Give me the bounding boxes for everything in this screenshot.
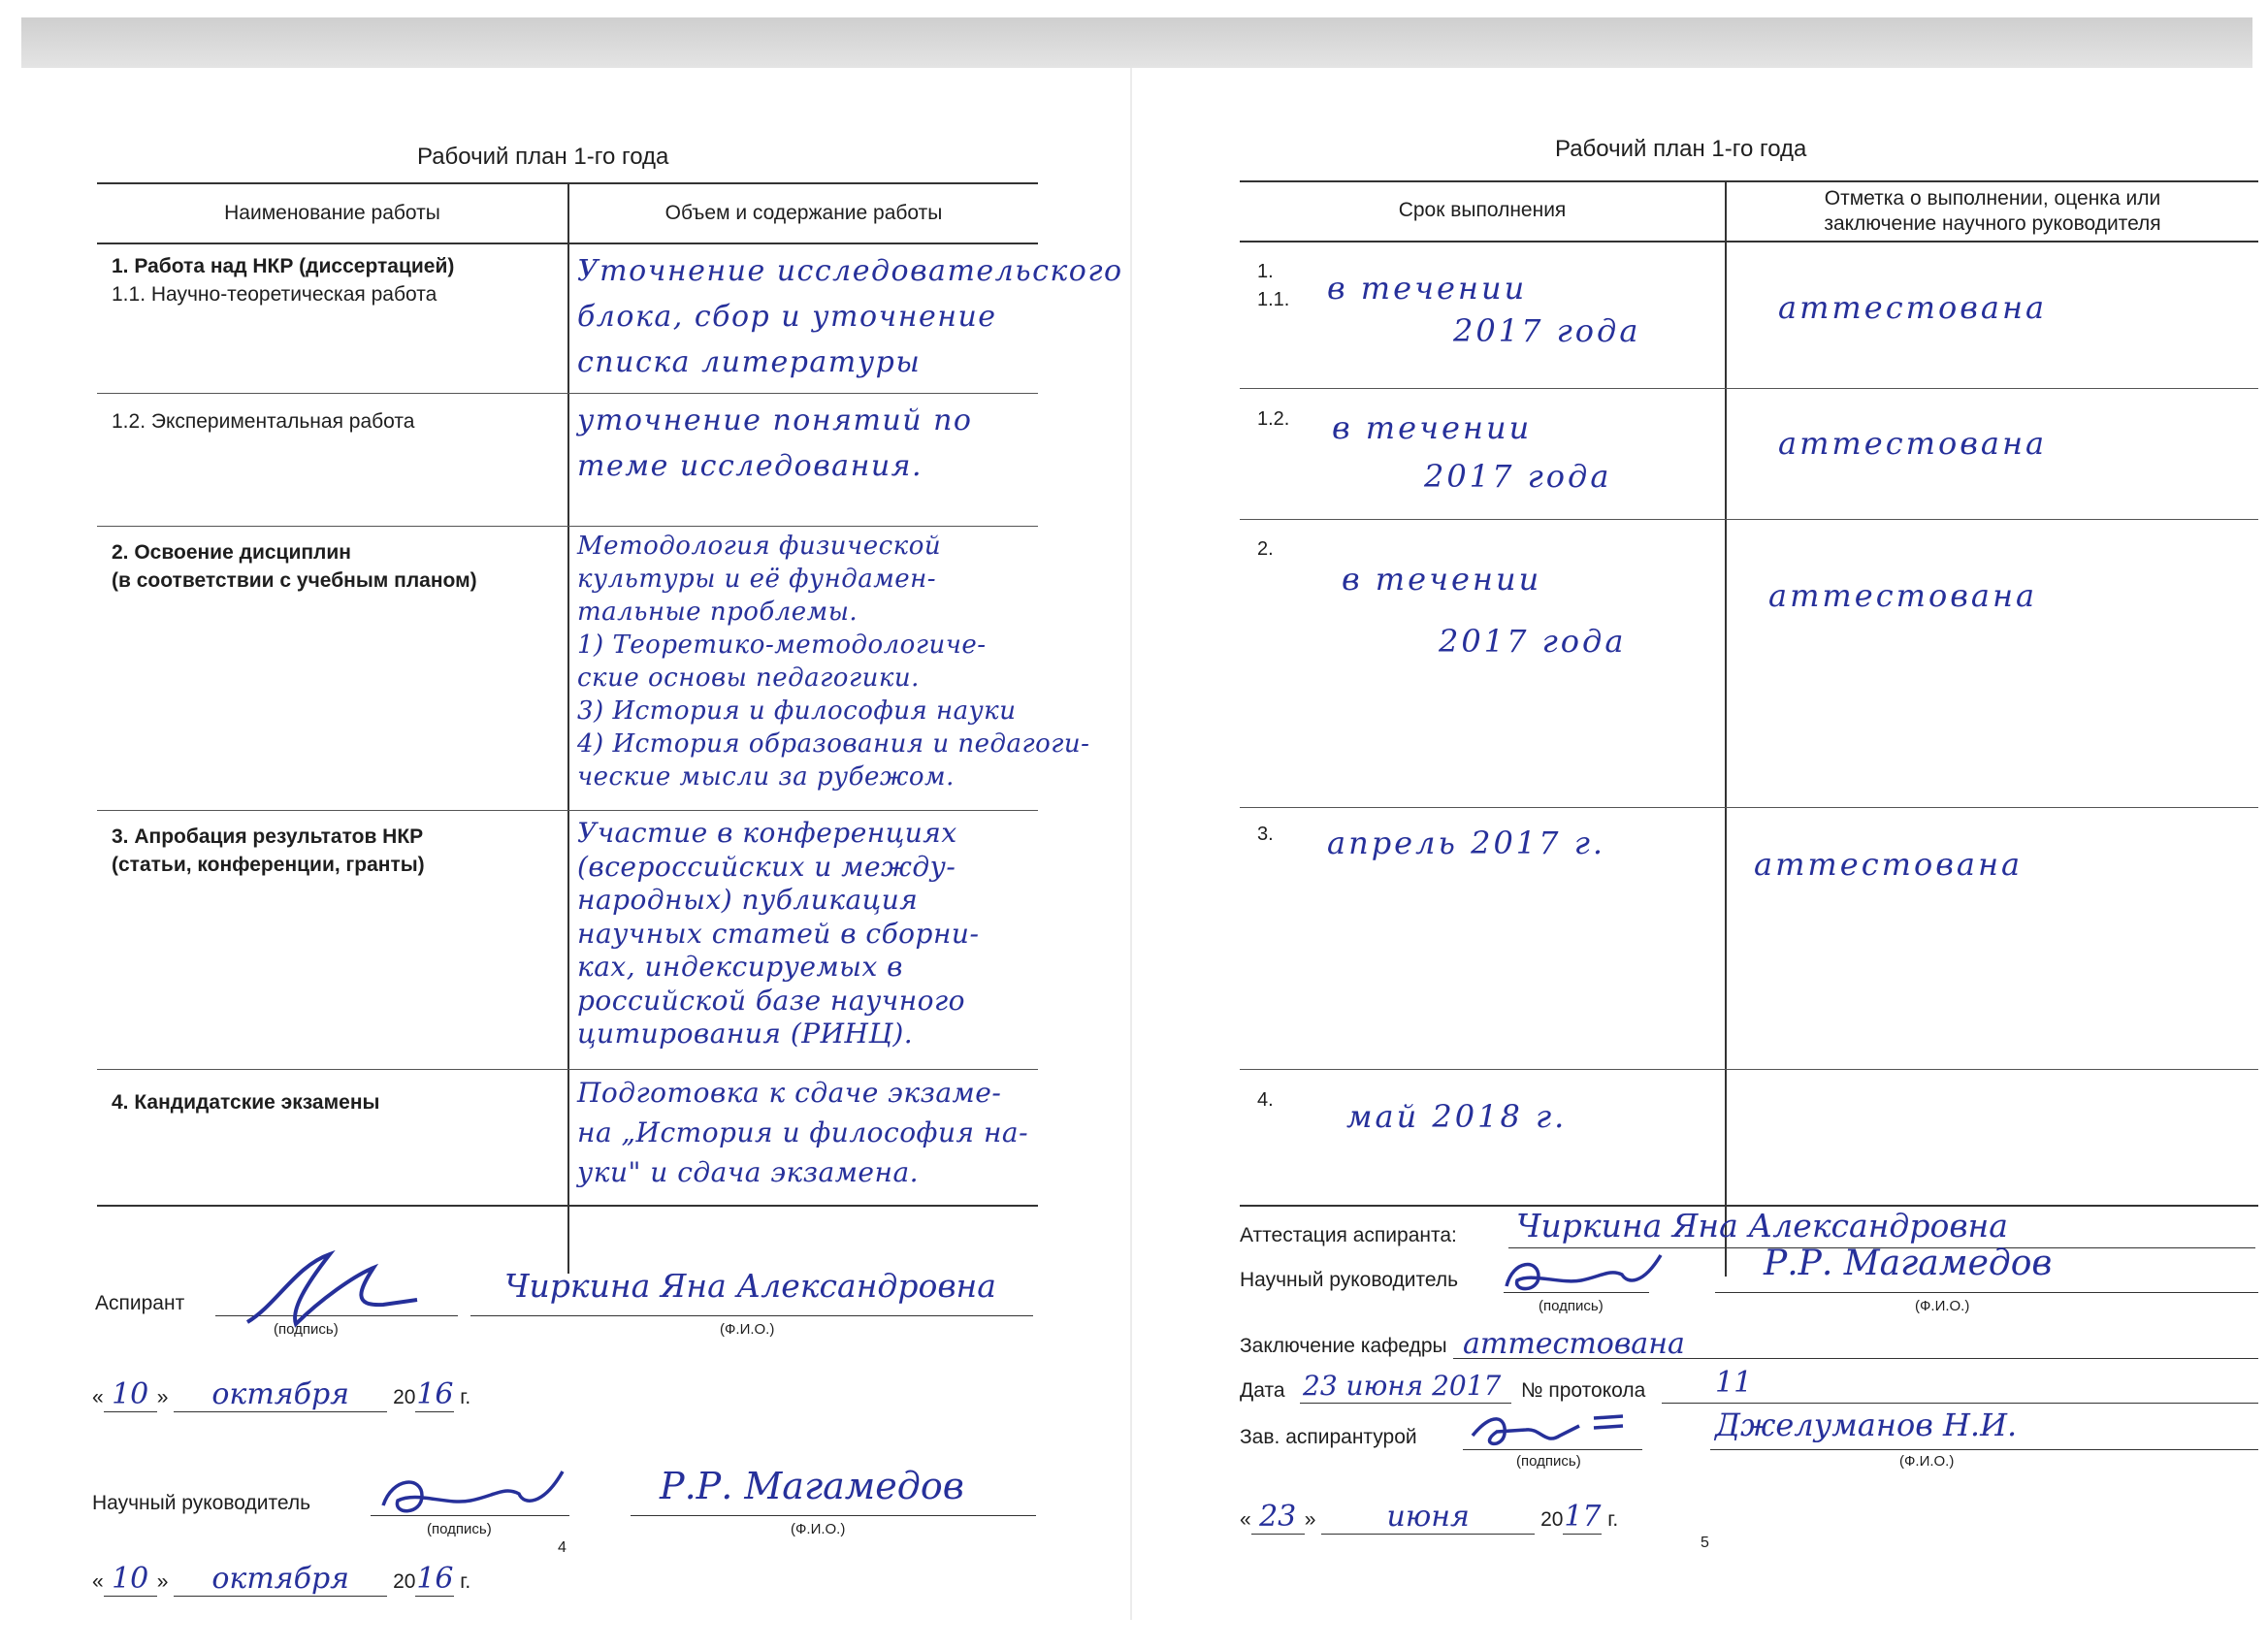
handwritten-content: Участие в конференциях (всероссийских и между- народных) публикация научных статей в сборни- ках, индексируемых в российской базе научного цитирования (РИНЦ).: [577, 817, 980, 1050]
header-rule: [1240, 241, 2258, 242]
deadline: 2017 года: [1424, 458, 1612, 495]
completion-mark: аттестована: [1778, 425, 2048, 462]
supervisor-name: Р.Р. Магамедов: [1764, 1244, 2053, 1283]
head-signature: [1468, 1406, 1633, 1460]
row-rule: [1240, 388, 2258, 389]
table-top-rule: [1240, 180, 2258, 182]
handwritten-content: Методология физической культуры и её фундамен- тальные проблемы. 1) Теоретико-методологиче- ские основы педагогики. 3) История и философия науки 4) История образования и педагоги- ческие мысли за рубежом.: [577, 532, 1090, 792]
col-header-content: Объем и содержание работы: [664, 202, 943, 224]
table-row: [112, 538, 477, 595]
date-value: 23 июня 2017: [1303, 1370, 1502, 1402]
deadline: в течении: [1327, 270, 1528, 307]
col-header-mark: Отметка о выполнении, оценка или заключение научного руководителя: [1824, 187, 2161, 235]
row-rule: [97, 393, 1038, 394]
attestation-label: Аттестация аспиранта:: [1240, 1224, 1457, 1246]
protocol-value: 11: [1715, 1366, 1753, 1400]
row-number: 3.: [1257, 824, 1274, 845]
row-number: 1.2.: [1257, 408, 1290, 430]
row-rule: [1240, 1069, 2258, 1070]
row-rule: [1240, 519, 2258, 520]
deadline: в течении: [1332, 409, 1533, 446]
page-title: Рабочий план 1-го года: [1555, 136, 1807, 162]
page-number: 5: [1701, 1535, 1709, 1551]
row-rule: [1240, 807, 2258, 808]
handwritten-content: Подготовка к сдаче экзаме- на „История и философия на- уки" и сдача экзамена.: [577, 1077, 1029, 1188]
section-label: 1. Работа над НКР (диссертацией): [112, 255, 455, 277]
supervisor-name: Р.Р. Магамедов: [660, 1465, 964, 1507]
row-number: 1. 1.1.: [1257, 261, 1290, 310]
supervisor-label: Научный руководитель: [92, 1492, 311, 1514]
supervisor-signature: [1502, 1251, 1667, 1305]
right-page: [1133, 68, 2268, 1620]
completion-mark: аттестована: [1778, 289, 2048, 326]
page-title: Рабочий план 1-го года: [417, 144, 669, 170]
caption-signature: (подпись): [427, 1521, 492, 1537]
caption-signature: (подпись): [274, 1321, 339, 1338]
protocol-label: № протокола: [1521, 1379, 1646, 1402]
aspirant-name: Чиркина Яна Александровна: [504, 1267, 996, 1305]
caption-fio: (Ф.И.О.): [720, 1321, 775, 1338]
row-number: 2.: [1257, 538, 1274, 560]
head-name: Джелуманов Н.И.: [1715, 1406, 2018, 1443]
name-line: [470, 1315, 1033, 1316]
name-line: [1715, 1292, 2258, 1293]
supervisor-label: Научный руководитель: [1240, 1269, 1459, 1291]
left-page: [0, 68, 1130, 1620]
row-rule: [97, 1069, 1038, 1070]
col-header-deadline: Срок выполнения: [1398, 199, 1567, 221]
section-label: 2. Освоение дисциплин: [112, 541, 351, 564]
column-divider: [1725, 180, 1727, 1277]
subsection-label: 1.1. Научно-теоретическая работа: [112, 283, 437, 306]
caption-fio: (Ф.И.О.): [1899, 1453, 1955, 1470]
table-row: [112, 252, 454, 308]
conclusion-value: аттестована: [1463, 1327, 1685, 1361]
deadline: 2017 года: [1453, 312, 1641, 349]
section-label-note: (в соответствии с учебным планом): [112, 569, 477, 592]
row-rule: [97, 810, 1038, 811]
name-line: [631, 1515, 1036, 1516]
section-label-note: (статьи, конференции, гранты): [112, 854, 425, 876]
date-line: [1300, 1403, 1511, 1404]
column-divider: [567, 182, 569, 1274]
head-label: Зав. аспирантурой: [1240, 1426, 1417, 1448]
completion-mark: аттестована: [1768, 577, 2038, 614]
handwritten-content: уточнение понятий по теме исследования.: [577, 404, 973, 483]
caption-signature: (подпись): [1516, 1453, 1581, 1470]
aspirant-label: Аспирант: [95, 1292, 185, 1314]
table-row: [112, 823, 425, 879]
section-label: 3. Апробация результатов НКР: [112, 825, 424, 848]
date-head: « 23 » июня 2017 г.: [1240, 1500, 1619, 1534]
table-bottom-rule: [97, 1205, 1038, 1207]
row-rule: [97, 526, 1038, 527]
protocol-line: [1662, 1403, 2258, 1404]
deadline: в течении: [1342, 561, 1542, 598]
col-header-name: Наименование работы: [224, 202, 440, 224]
section-label: 4. Кандидатские экзамены: [112, 1091, 380, 1114]
conclusion-label: Заключение кафедры: [1240, 1335, 1447, 1357]
scan-top-edge: [21, 17, 2252, 68]
handwritten-content: Уточнение исследовательского блока, сбор и уточнение списка литературы: [577, 254, 1123, 379]
caption-signature: (подпись): [1539, 1298, 1604, 1314]
completion-mark: аттестована: [1754, 846, 2024, 883]
row-number: 4.: [1257, 1089, 1274, 1111]
table-row: [112, 407, 414, 436]
deadline: май 2018 г.: [1346, 1098, 1568, 1135]
subsection-label: 1.2. Экспериментальная работа: [112, 410, 415, 433]
book-spine: [1130, 68, 1132, 1620]
caption-fio: (Ф.И.О.): [791, 1521, 846, 1537]
date-supervisor: « 10 » октября 2016 г.: [92, 1562, 471, 1596]
page-number: 4: [558, 1539, 567, 1556]
deadline: апрель 2017 г.: [1327, 824, 1606, 861]
date-aspirant: « 10 » октября 2016 г.: [92, 1377, 471, 1411]
date-label: Дата: [1240, 1379, 1285, 1402]
deadline: 2017 года: [1439, 623, 1627, 660]
caption-fio: (Ф.И.О.): [1915, 1298, 1970, 1314]
attestation-name: Чиркина Яна Александровна: [1516, 1207, 2008, 1245]
name-line: [1710, 1449, 2258, 1450]
table-row: [112, 1088, 379, 1116]
